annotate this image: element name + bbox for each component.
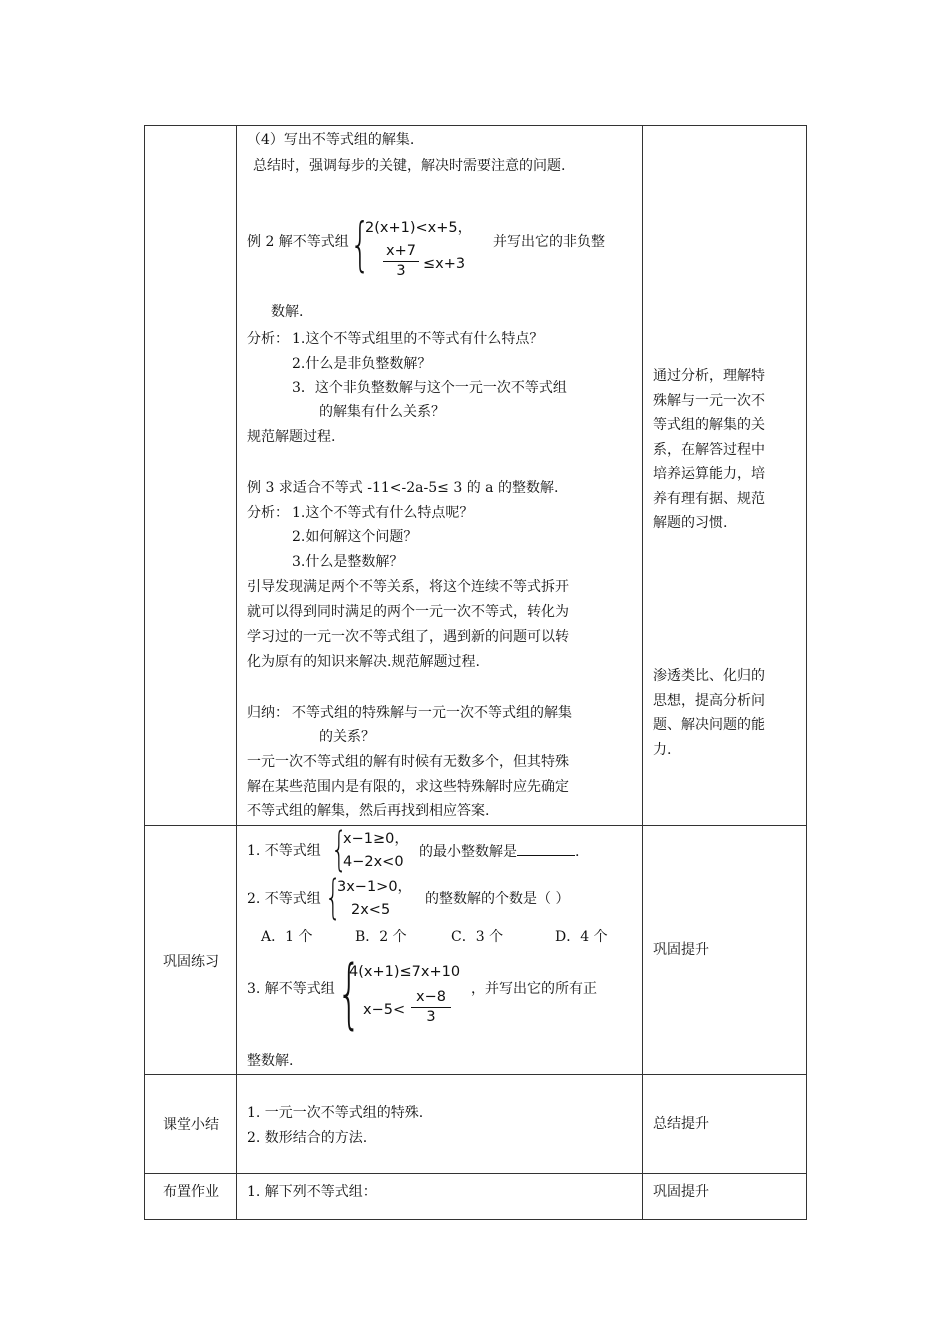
answer-blank — [517, 841, 575, 856]
note-cell — [643, 826, 807, 1075]
guide-line: 学习过的一元一次不等式组了，遇到新的问题可以转 — [247, 629, 569, 645]
guide-line: 就可以得到同时满足的两个一元一次不等式，转化为 — [247, 604, 569, 620]
standard-process-text: 规范解题过程. — [247, 429, 336, 445]
example-2-inequality-2-rest: ≤x+3 — [423, 256, 466, 272]
note-line: 力. — [653, 741, 672, 758]
note-line: 思想，提高分析问 — [653, 692, 765, 709]
teaching-note-2 — [653, 664, 799, 762]
teaching-note-1 — [653, 364, 799, 536]
analysis-item: 1.这个不等式组里的不等式有什么特点？ — [292, 331, 544, 347]
question-2-inequality-1: 3x−1>0， — [337, 879, 413, 895]
table-row — [145, 1075, 807, 1174]
analysis-item: 1.这个不等式有什么特点呢？ — [292, 505, 474, 521]
system-brace: { — [325, 870, 342, 924]
content-cell — [237, 126, 643, 826]
lesson-plan-table — [144, 125, 807, 1220]
example-2-fraction — [383, 242, 419, 281]
summary-item: 2. 数形结合的方法. — [247, 1130, 368, 1146]
fraction-denominator: 3 — [411, 1007, 451, 1027]
analysis-label: 分析： — [247, 505, 289, 521]
question-3-suffix: ，并写出它的所有正 — [471, 981, 597, 997]
note-cell — [643, 1075, 807, 1174]
guide-line: 化为原有的知识来解决.规范解题过程. — [247, 654, 480, 670]
homework-item: 1. 解下列不等式组： — [247, 1184, 377, 1200]
question-2-prefix: 2. 不等式组 — [247, 891, 321, 907]
table-row — [145, 826, 807, 1075]
note-line: 系，在解答过程中 — [653, 441, 765, 458]
question-1-prefix: 1. 不等式组 — [247, 843, 321, 859]
conclusion-line: 不等式组的解集，然后再找到相应答案. — [247, 803, 490, 819]
note-cell — [643, 1174, 807, 1220]
induce-label: 归纳： — [247, 705, 289, 721]
content-cell — [237, 822, 643, 1075]
induce-line: 的关系？ — [319, 729, 375, 745]
question-3-continuation: 整数解. — [247, 1053, 294, 1069]
conclusion-line: 解在某些范围内是有限的，求这些特殊解时应先确定 — [247, 779, 569, 795]
note-line: 解题的习惯. — [653, 515, 728, 531]
system-brace: { — [331, 822, 348, 876]
table-row — [145, 1174, 807, 1220]
fraction-numerator: x+7 — [386, 243, 416, 259]
note-line: 渗透类比、化归的 — [653, 668, 765, 684]
note-line: 培养运算能力，培 — [653, 466, 765, 482]
analysis-item: 2.什么是非负整数解？ — [292, 356, 432, 372]
note-line: 题、解决问题的能 — [653, 717, 765, 733]
analysis-label: 分析： — [247, 331, 289, 347]
question-1-inequality-1: x−1≥0， — [343, 831, 409, 847]
table-row — [145, 126, 807, 826]
stage-cell — [145, 1174, 237, 1220]
step-4-text: （4）写出不等式组的解集. — [247, 132, 415, 148]
question-1-suffix-text: 的最小整数解是 — [419, 844, 517, 860]
option-a: A．1 个 — [261, 929, 313, 945]
example-2-suffix: 并写出它的非负整 — [493, 234, 605, 250]
stage-cell — [145, 126, 237, 826]
option-d: D．4 个 — [555, 929, 608, 945]
stage-cell — [145, 826, 237, 1075]
note-line: 等式组的解集的关 — [653, 417, 765, 433]
summary-item: 1. 一元一次不等式组的特殊. — [247, 1105, 424, 1121]
analysis-item: 3．这个非负整数解与这个一元一次不等式组 — [292, 380, 567, 396]
stage-cell — [145, 1075, 237, 1174]
question-3-prefix: 3. 解不等式组 — [247, 981, 335, 997]
example-2-prefix: 例 2 解不等式组 — [247, 234, 349, 250]
teaching-note: 总结提升 — [653, 1116, 709, 1132]
example-3-text: 例 3 求适合不等式 -11<-2a-5≤ 3 的 a 的整数解. — [247, 480, 559, 496]
induce-line: 不等式组的特殊解与一元一次不等式组的解集 — [292, 705, 572, 721]
conclusion-line: 一元一次不等式组的解有时候有无数多个，但其特殊 — [247, 754, 569, 770]
question-2-suffix: 的整数解的个数是（ ） — [425, 891, 570, 907]
system-brace: { — [350, 210, 371, 278]
note-cell — [643, 126, 807, 826]
question-3-fraction — [411, 988, 451, 1027]
option-b: B．2 个 — [355, 929, 407, 945]
example-2-continuation: 数解. — [271, 304, 304, 320]
stage-label: 巩固练习 — [163, 954, 219, 970]
note-line: 殊解与一元一次不 — [653, 392, 765, 409]
example-2-inequality-1: 2(x+1)<x+5， — [365, 220, 473, 236]
fraction-denominator: 3 — [383, 261, 419, 281]
analysis-item: 2.如何解这个问题？ — [292, 529, 418, 545]
guide-line: 引导发现满足两个不等关系，将这个连续不等式拆开 — [247, 579, 569, 595]
question-1-inequality-2: 4−2x<0 — [343, 854, 404, 870]
analysis-item: 3.什么是整数解？ — [292, 554, 404, 570]
summary-note: 总结时，强调每步的关键，解决时需要注意的问题. — [253, 158, 566, 174]
stage-label: 课堂小结 — [163, 1117, 219, 1133]
content-cell — [237, 1174, 643, 1220]
note-line: 养有理有据、规范 — [653, 490, 765, 507]
note-line: 通过分析，理解特 — [653, 368, 765, 384]
teaching-note: 巩固提升 — [653, 1184, 709, 1200]
teaching-note: 巩固提升 — [653, 942, 709, 958]
analysis-item: 的解集有什么关系？ — [319, 404, 445, 420]
question-3-inequality-1: 4(x+1)≤7x+10 — [349, 964, 461, 980]
stage-label: 布置作业 — [163, 1184, 219, 1200]
option-c: C．3 个 — [451, 929, 504, 945]
question-1-end: . — [575, 844, 580, 860]
question-3-inequality-2-left: x−5< — [363, 1002, 406, 1018]
system-brace: { — [337, 948, 362, 1037]
content-cell — [237, 1075, 643, 1174]
question-1-suffix — [419, 841, 579, 862]
question-2-inequality-2: 2x<5 — [351, 902, 391, 918]
fraction-numerator: x−8 — [416, 989, 446, 1005]
